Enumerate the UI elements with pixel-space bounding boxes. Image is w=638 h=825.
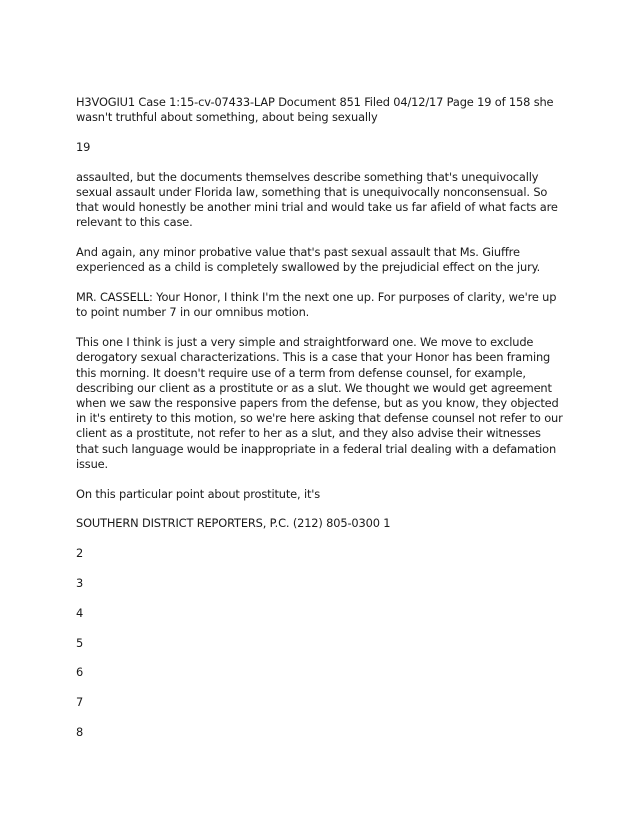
paragraph: assaulted, but the documents themselves describe something that's unequivocally sexual assault under Florida law, something that is unequivocally nonconsensual. So that would honestly be another mini trial and would take us far afield of what facts are relevant to this case. [76,169,558,230]
line-number: 6 [76,665,84,680]
paragraph: MR. CASSELL: Your Honor, I think I'm the next one up. For purposes of clarity, we're up to point number 7 in our omnibus motion. [76,290,557,320]
document-body [76,95,566,755]
line-number: 7 [76,695,84,710]
paragraph: This one I think is just a very simple and straightforward one. We move to exclude derogatory sexual characterizations. This is a case that your Honor has been framing this morning. It doesn't require use of a term from defense counsel, for example, describing our client as a prostitute or as a slut. We thought we would get agreement when we saw the responsive papers from the defense, but as you know, they objected in it's entirety to this motion, so we're here asking that defense counsel not refer to our client as a prostitute, not refer to her as a slut, and they also advise their witnesses that such language would be inappropriate in a federal trial dealing with a defamation issue. [76,335,563,471]
line-number: 5 [76,635,84,650]
reporter-footer: SOUTHERN DISTRICT REPORTERS, P.C. (212) 805-0300 1 [76,516,391,531]
line-number: 4 [76,605,84,620]
paragraph: On this particular point about prostitute, it's [76,486,321,501]
header-paragraph: H3VOGIU1 Case 1:15-cv-07433-LAP Document 851 Filed 04/12/17 Page 19 of 158 she wasn't truthful about something, about being sexually [76,95,554,125]
line-number: 8 [76,725,84,739]
line-number: 2 [76,546,84,561]
line-number: 3 [76,576,84,591]
page-number: 19 [76,140,91,154]
paragraph: And again, any minor probative value that's past sexual assault that Ms. Giuffre experienced as a child is completely swallowed by the prejudicial effect on the jury. [76,245,541,275]
